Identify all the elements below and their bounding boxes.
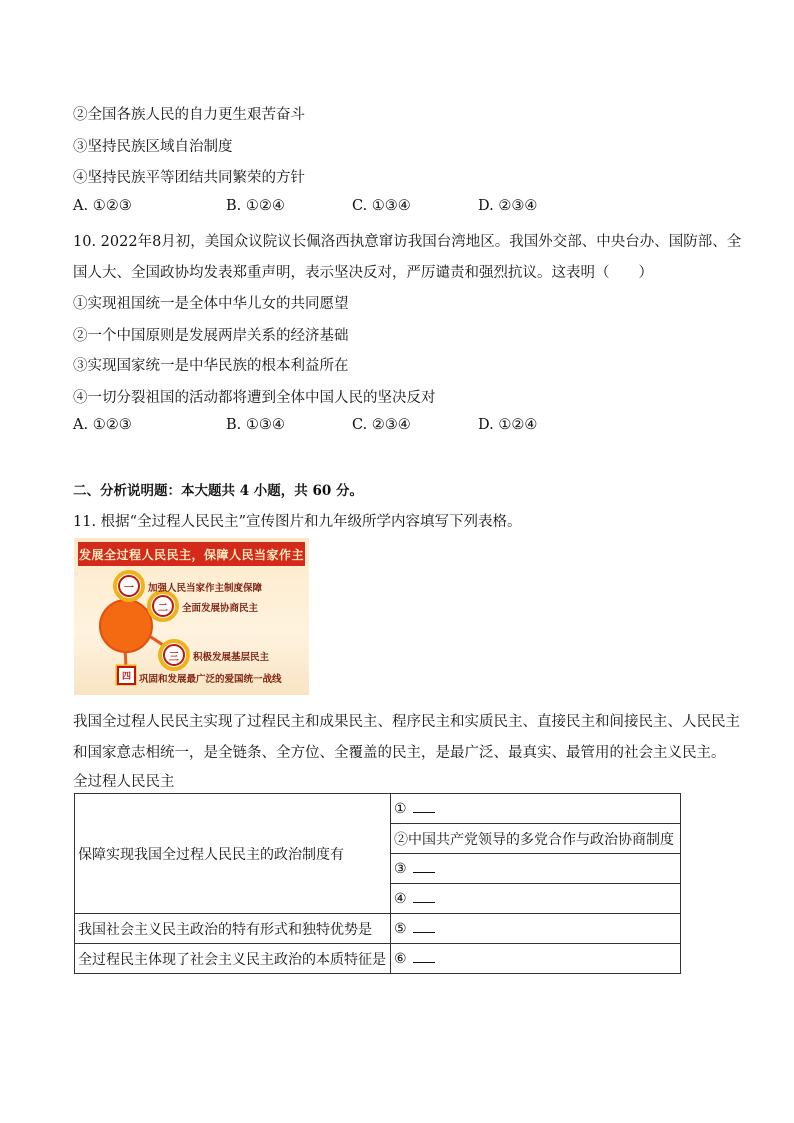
q11-stem: 11. 根据“全过程人民民主”宣传图片和九年级所学内容填写下列表格。: [73, 514, 522, 530]
table-row2-label: 我国社会主义民主政治的特有形式和独特优势是: [75, 914, 391, 944]
propaganda-figure: [74, 538, 309, 695]
q9-option-a: A. ①②③: [73, 198, 132, 214]
q10-item-4: ④一切分裂祖国的活动都将遭到全体中国人民的坚决反对: [73, 390, 436, 406]
q10-stem-line2: 国人大、全国政协均发表郑重声明，表示坚决反对，严厉谴责和强烈抗议。这表明（ ）: [73, 265, 653, 281]
paragraph-line2: 和国家意志相统一，是全链条、全方位、全覆盖的民主，是最广泛、最真实、最管用的社会主义民主。: [73, 745, 726, 761]
table-cell-blank-5: ⑤: [391, 914, 681, 944]
figure-badge-4: 四: [117, 666, 136, 685]
q10-stem-line1: 10. 2022年8月初，美国众议院议长佩洛西执意窜访我国台湾地区。我国外交部、中央台办、国防部、全: [73, 234, 742, 250]
q10-item-3: ③实现国家统一是中华民族的根本利益所在: [73, 358, 349, 374]
figure-badge-3: 三: [163, 644, 185, 666]
figure-badge-1: 一: [118, 575, 140, 597]
q9-option-d: D. ②③④: [478, 198, 538, 214]
table-cell-blank-6: ⑥: [391, 944, 681, 974]
q10-item-2: ②一个中国原则是发展两岸关系的经济基础: [73, 328, 349, 344]
q9-item-2: ②全国各族人民的自力更生艰苦奋斗: [73, 107, 305, 123]
paragraph-line1: 我国全过程人民民主实现了过程民主和成果民主、程序民主和实质民主、直接民主和间接民主、人民民主: [73, 714, 740, 730]
table-cell-blank-4: ④: [391, 884, 681, 914]
q9-item-4: ④坚持民族平等团结共同繁荣的方针: [73, 170, 305, 186]
table-row3-label: 全过程民主体现了社会主义民主政治的本质特征是: [75, 944, 391, 974]
q9-option-c: C. ①③④: [352, 198, 411, 214]
q10-item-1: ①实现祖国统一是全体中华儿女的共同愿望: [73, 296, 349, 312]
q10-option-c: C. ②③④: [352, 417, 411, 433]
table-cell-blank-1: ①: [391, 794, 681, 824]
q10-option-a: A. ①②③: [73, 417, 132, 433]
figure-label-3: 积极发展基层民主: [193, 652, 270, 663]
figure-label-2: 全面发展协商民主: [182, 603, 259, 614]
table-cell-2: ②中国共产党领导的多党合作与政治协商制度: [391, 824, 681, 854]
table-row1-label: 保障实现我国全过程人民民主的政治制度有: [75, 794, 391, 914]
section-title: 二、分析说明题：本大题共 4 小题，共 60 分。: [73, 483, 363, 499]
figure-label-1: 加强人民当家作主制度保障: [148, 583, 263, 594]
figure-badge-2: 二: [152, 595, 174, 617]
q10-option-b: B. ①③④: [226, 417, 285, 433]
q10-option-d: D. ①②④: [478, 417, 538, 433]
table-caption: 全过程人民民主: [73, 774, 175, 790]
figure-label-4: 巩固和发展最广泛的爱国统一战线: [139, 674, 282, 685]
answer-table: [74, 793, 681, 974]
table-cell-blank-3: ③: [391, 854, 681, 884]
figure-banner: 发展全过程人民民主，保障人民当家作主: [78, 542, 305, 566]
q9-option-b: B. ①②④: [226, 198, 285, 214]
q9-item-3: ③坚持民族区域自治制度: [73, 139, 233, 155]
